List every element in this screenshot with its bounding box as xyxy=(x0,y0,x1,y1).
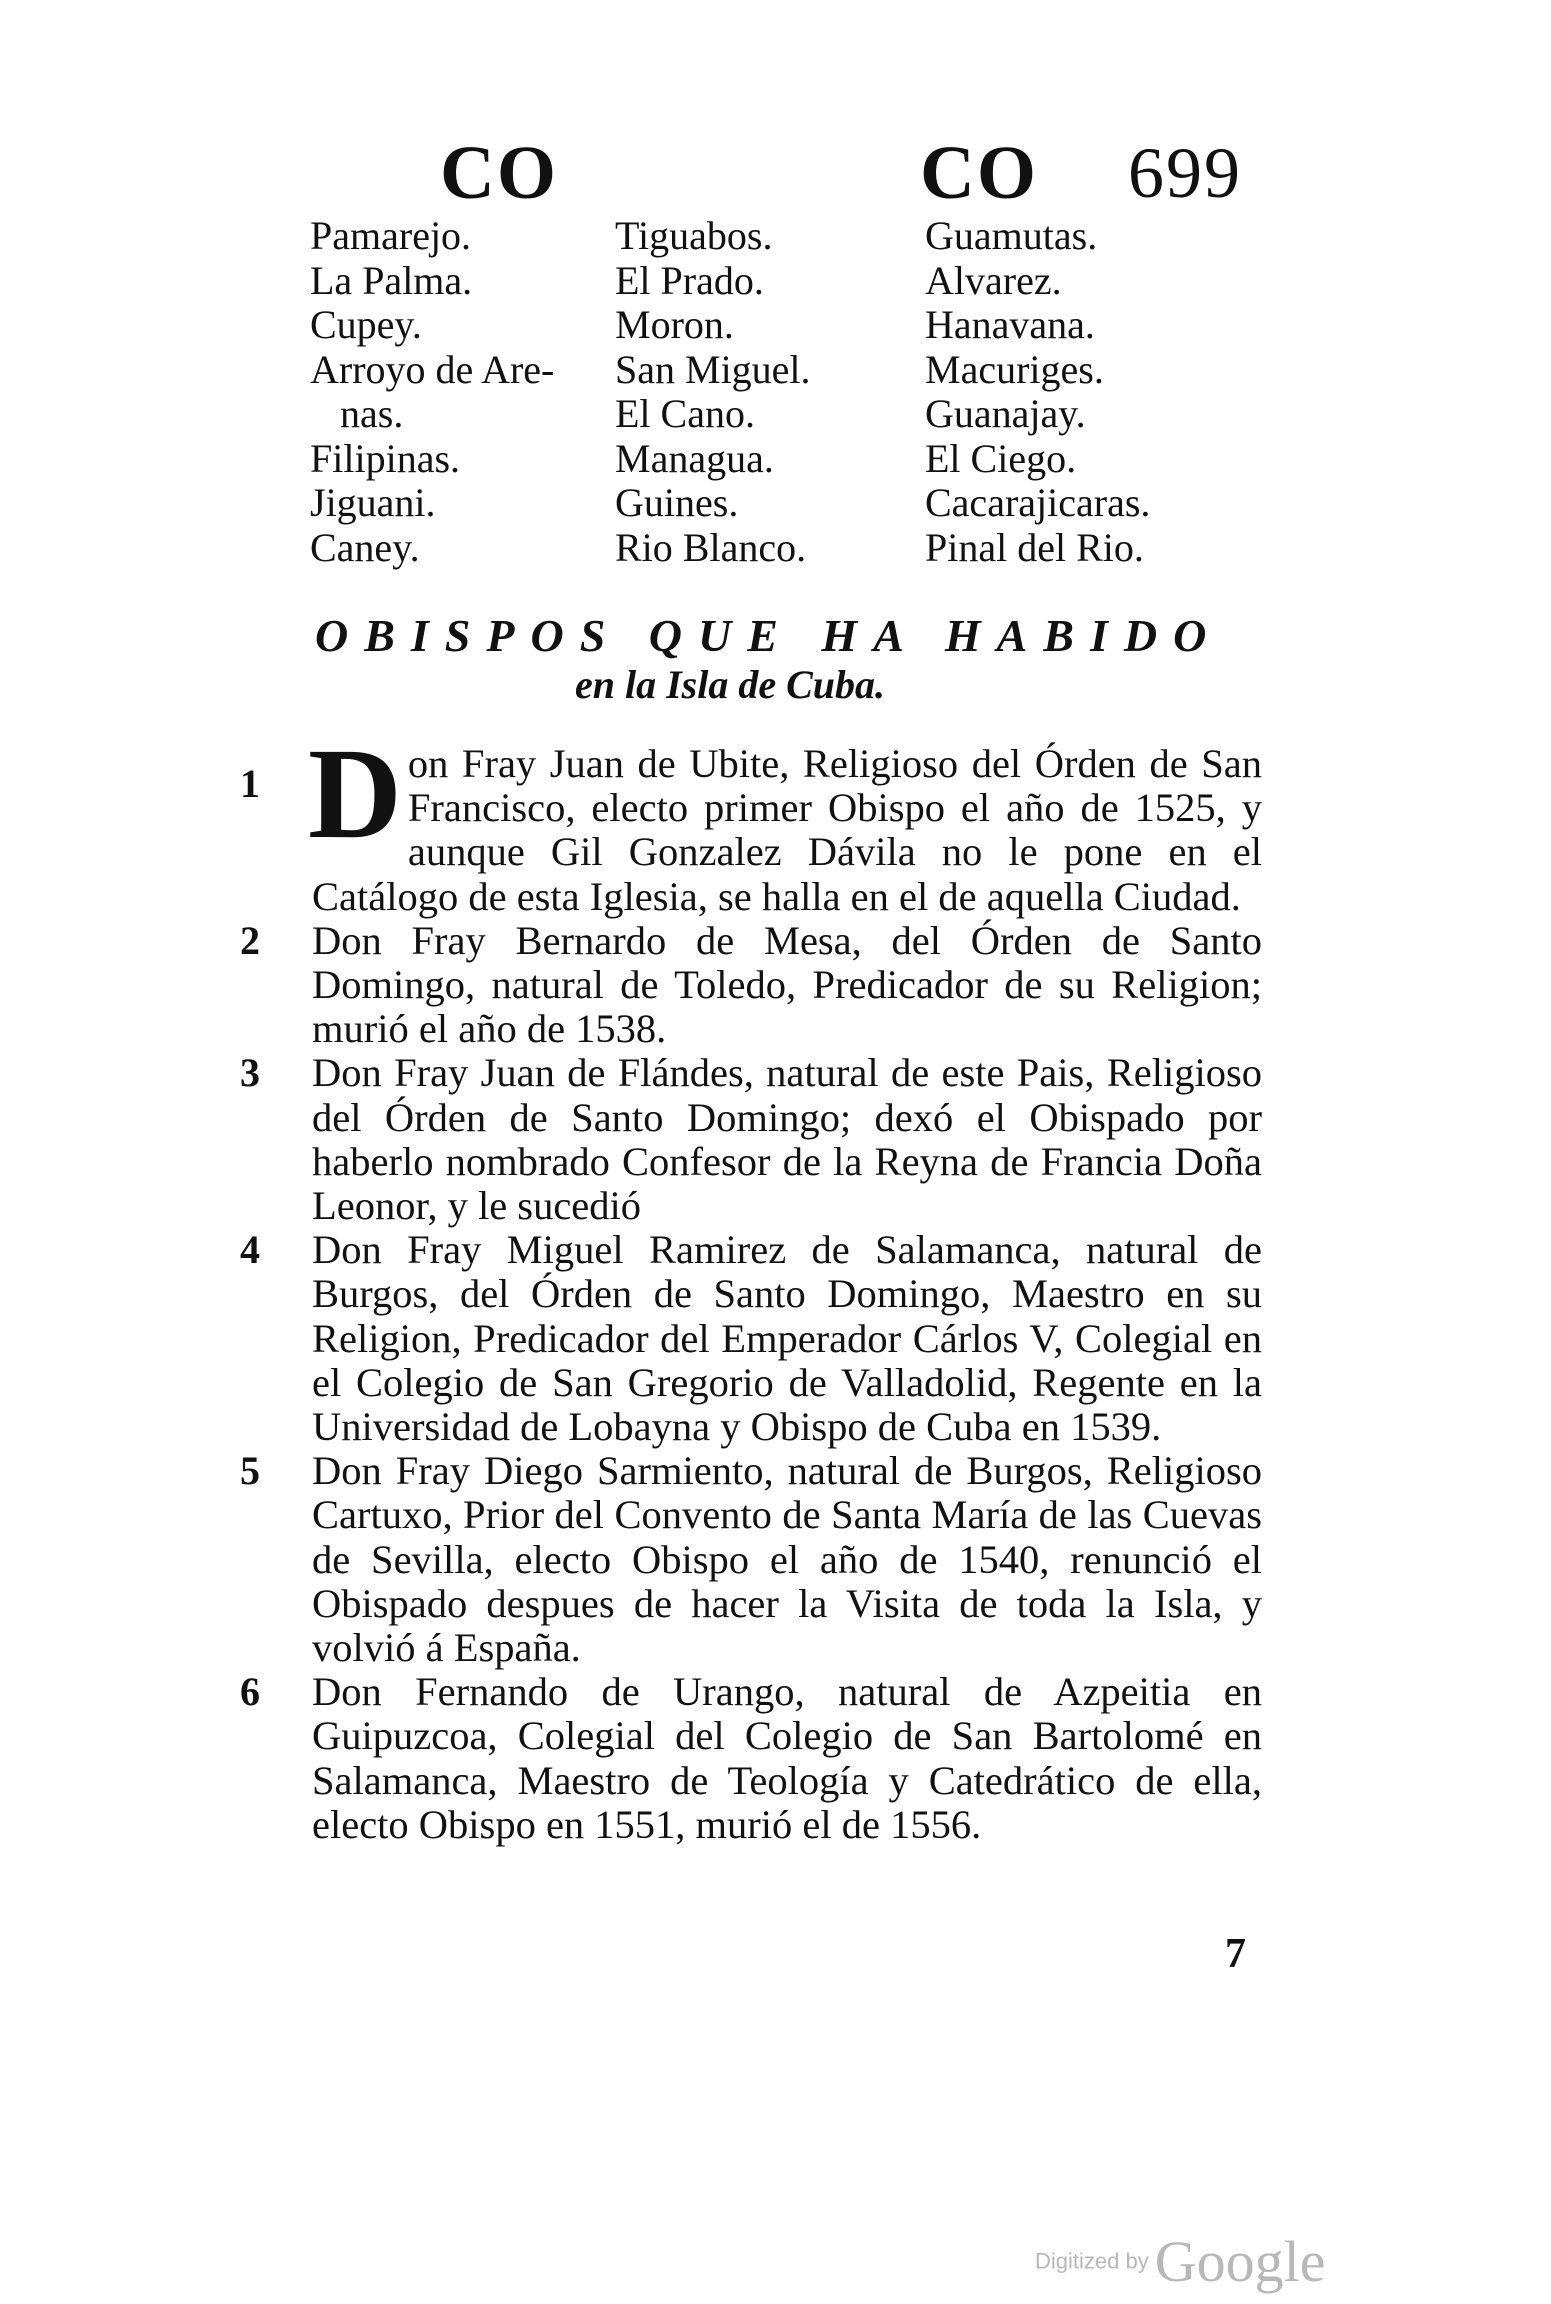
entry-number: 1 xyxy=(240,761,260,806)
place-name: Guamutas. xyxy=(925,213,1098,258)
place-name: Tiguabos. xyxy=(615,213,773,258)
digitized-watermark xyxy=(1035,2228,1325,2295)
place-name: San Miguel. xyxy=(615,346,811,392)
running-head xyxy=(0,128,1551,218)
bishop-entry xyxy=(0,1228,1551,1449)
bishop-entry xyxy=(0,1051,1551,1228)
drop-cap: D xyxy=(308,722,402,866)
place-name: nas. xyxy=(340,391,404,436)
entry-number: 6 xyxy=(240,1669,260,1715)
google-logo: Google xyxy=(1154,2229,1326,2294)
entry-number: 3 xyxy=(240,1050,260,1096)
running-head-right: CO xyxy=(920,131,1038,215)
place-name: Cupey. xyxy=(310,302,422,347)
entry-text-block xyxy=(308,722,1262,919)
bishop-entry xyxy=(0,722,1551,919)
place-name: Jiguani. xyxy=(310,480,436,525)
place-column-1 xyxy=(310,214,630,570)
place-name: Filipinas. xyxy=(310,435,461,481)
place-name: Hanavana. xyxy=(925,302,1095,347)
place-name: Managua. xyxy=(615,435,774,481)
entry-text: Don Fray Diego Sarmiento, natural de Burgos, Religioso Cartuxo, Prior del Convento de Santa María de las Cuevas de Sevilla, electo Obispo el año de 1540, renunció el Obispado despues de hacer la Visita de toda la Isla, y volvió á España. xyxy=(312,1448,1262,1671)
place-name: Rio Blanco. xyxy=(615,524,807,570)
catchword: 7 xyxy=(1225,1931,1246,1977)
place-name: Guanajay. xyxy=(925,391,1086,436)
entry-text: Don Fray Bernardo de Mesa, del Órden de Santo Domingo, natural de Toledo, Predicador de su Religion; murió el año de 1538. xyxy=(312,917,1262,1052)
entry-text: Don Fray Miguel Ramirez de Salamanca, natural de Burgos, del Órden de Santo Domingo, Maestro en su Religion, Predicador del Emperador Cárlos V, Colegial en el Colegio de San Gregorio de Valladolid, Regente en la Universidad de Lobayna y Obispo de Cuba en 1539. xyxy=(312,1227,1262,1450)
watermark-prefix: Digitized by xyxy=(1035,2248,1149,2274)
place-name-columns xyxy=(310,214,1270,574)
place-name: Alvarez. xyxy=(925,257,1062,303)
bishop-entry xyxy=(0,919,1551,1052)
entry-number: 4 xyxy=(240,1227,260,1273)
place-name: El Prado. xyxy=(615,257,764,303)
place-name: Cacarajicaras. xyxy=(925,480,1151,525)
entry-number: 5 xyxy=(240,1448,260,1494)
entry-text: Don Fernando de Urango, natural de Azpeitia en Guipuzcoa, Colegial del Colegio de San Bartolomé en Salamanca, Maestro de Teología y Catedrático de ella, electo Obispo en 1551, murió el de 1556. xyxy=(312,1669,1262,1847)
place-name: Arroyo de Are- xyxy=(310,346,555,392)
section-subtitle: en la Isla de Cuba. xyxy=(575,662,886,707)
entry-text: on Fray Juan de Ubite, Religioso del Órden de San Francisco, electo primer Obispo el año de 1525, y aunque Gil Gonzalez Dávila no le pone en el Catálogo de esta Iglesia, se halla en el de aquella Ciudad. xyxy=(312,741,1262,919)
entry-text: Don Fray Juan de Flándes, natural de este Pais, Religioso del Órden de Santo Domingo; dexó el Obispado por haberlo nombrado Confesor de la Reyna de Francia Doña Leonor, y le sucedió xyxy=(312,1050,1262,1229)
bishop-entry xyxy=(0,1449,1551,1670)
page-number: 699 xyxy=(1128,133,1242,213)
bishop-entries xyxy=(0,722,1551,1847)
place-column-3 xyxy=(925,214,1245,570)
running-head-left: CO xyxy=(440,131,558,215)
place-name: Pinal del Rio. xyxy=(925,524,1144,570)
place-name: Guines. xyxy=(615,480,739,525)
place-name: Caney. xyxy=(310,524,420,570)
section-title: OBISPOS QUE HA HABIDO xyxy=(315,610,1223,661)
place-name: Pamarejo. xyxy=(310,213,472,258)
place-name: Moron. xyxy=(615,302,734,347)
place-name: El Cano. xyxy=(615,391,755,436)
place-name: La Palma. xyxy=(310,257,473,303)
place-name: Macuriges. xyxy=(925,346,1104,392)
place-name: El Ciego. xyxy=(925,435,1077,481)
place-column-2 xyxy=(615,214,935,570)
entry-number: 2 xyxy=(240,917,260,963)
bishop-entry xyxy=(0,1670,1551,1847)
